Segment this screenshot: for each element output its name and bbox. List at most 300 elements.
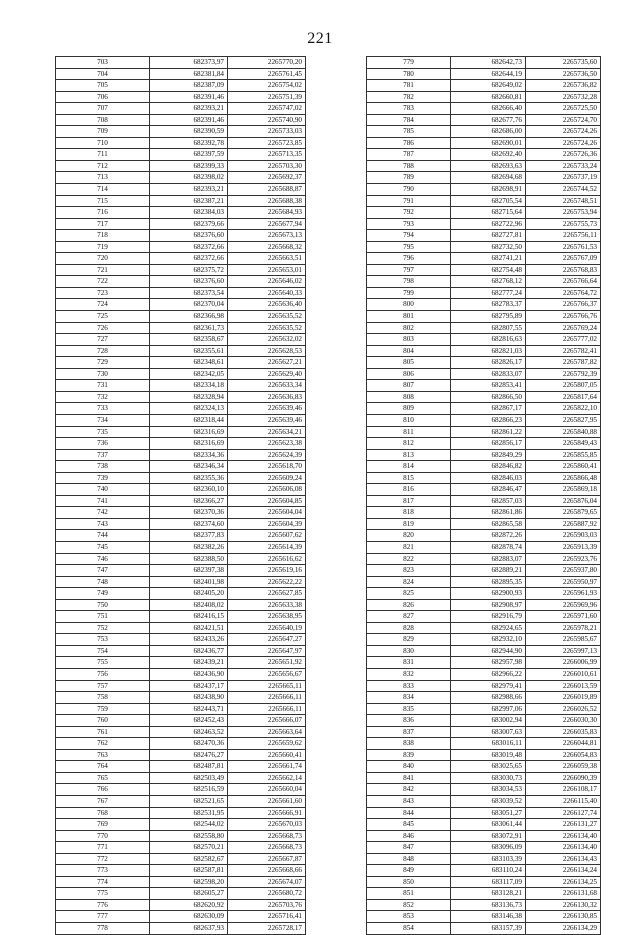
x-coordinate-cell: 682630,09 xyxy=(150,911,228,923)
point-number-cell: 722 xyxy=(56,276,150,288)
y-coordinate-cell: 2265997,13 xyxy=(526,645,601,657)
table-row xyxy=(367,553,601,565)
table-row xyxy=(367,761,601,773)
point-number-cell: 783 xyxy=(367,103,451,115)
y-coordinate-cell: 2265744,52 xyxy=(526,184,601,196)
x-coordinate-cell: 682372,66 xyxy=(150,253,228,265)
point-number-cell: 709 xyxy=(56,126,150,138)
x-coordinate-cell: 682605,27 xyxy=(150,888,228,900)
y-coordinate-cell: 2266130,85 xyxy=(526,911,601,923)
y-coordinate-cell: 2266059,38 xyxy=(526,761,601,773)
table-row xyxy=(367,449,601,461)
table-row xyxy=(367,622,601,634)
table-row xyxy=(56,911,306,923)
point-number-cell: 821 xyxy=(367,541,451,553)
point-number-cell: 707 xyxy=(56,103,150,115)
x-coordinate-cell: 682833,07 xyxy=(451,368,526,380)
point-number-cell: 849 xyxy=(367,865,451,877)
table-row xyxy=(367,414,601,426)
point-number-cell: 717 xyxy=(56,218,150,230)
y-coordinate-cell: 2265666,91 xyxy=(228,807,306,819)
table-row xyxy=(367,126,601,138)
y-coordinate-cell: 2265869,18 xyxy=(526,484,601,496)
point-number-cell: 711 xyxy=(56,149,150,161)
point-number-cell: 788 xyxy=(367,160,451,172)
x-coordinate-cell: 682846,82 xyxy=(451,461,526,473)
table-row xyxy=(367,899,601,911)
x-coordinate-cell: 682463,52 xyxy=(150,726,228,738)
y-coordinate-cell: 2265639,46 xyxy=(228,414,306,426)
table-row xyxy=(367,819,601,831)
y-coordinate-cell: 2266090,39 xyxy=(526,772,601,784)
x-coordinate-cell: 682686,00 xyxy=(451,126,526,138)
x-coordinate-cell: 682895,35 xyxy=(451,576,526,588)
y-coordinate-cell: 2265787,82 xyxy=(526,357,601,369)
table-row xyxy=(367,253,601,265)
y-coordinate-cell: 2265636,83 xyxy=(228,391,306,403)
point-number-cell: 747 xyxy=(56,565,150,577)
y-coordinate-cell: 2265622,22 xyxy=(228,576,306,588)
point-number-cell: 794 xyxy=(367,230,451,242)
point-number-cell: 831 xyxy=(367,657,451,669)
table-row xyxy=(56,853,306,865)
point-number-cell: 811 xyxy=(367,426,451,438)
y-coordinate-cell: 2265733,03 xyxy=(228,126,306,138)
table-row xyxy=(367,241,601,253)
x-coordinate-cell: 682883,07 xyxy=(451,553,526,565)
point-number-cell: 787 xyxy=(367,149,451,161)
x-coordinate-cell: 683110,24 xyxy=(451,865,526,877)
point-number-cell: 854 xyxy=(367,923,451,935)
x-coordinate-cell: 682846,47 xyxy=(451,484,526,496)
table-row xyxy=(56,541,306,553)
y-coordinate-cell: 2265761,53 xyxy=(526,241,601,253)
y-coordinate-cell: 2265849,43 xyxy=(526,438,601,450)
x-coordinate-cell: 682421,51 xyxy=(150,622,228,634)
table-row xyxy=(367,345,601,357)
x-coordinate-cell: 682324,13 xyxy=(150,403,228,415)
point-number-cell: 830 xyxy=(367,645,451,657)
x-coordinate-cell: 682382,26 xyxy=(150,541,228,553)
x-coordinate-cell: 682399,33 xyxy=(150,160,228,172)
x-coordinate-cell: 682849,29 xyxy=(451,449,526,461)
y-coordinate-cell: 2265627,85 xyxy=(228,588,306,600)
y-coordinate-cell: 2265740,90 xyxy=(228,114,306,126)
x-coordinate-cell: 682692,40 xyxy=(451,149,526,161)
table-row xyxy=(367,160,601,172)
table-row xyxy=(367,495,601,507)
y-coordinate-cell: 2265618,70 xyxy=(228,461,306,473)
x-coordinate-cell: 682376,60 xyxy=(150,276,228,288)
x-coordinate-cell: 682379,66 xyxy=(150,218,228,230)
table-row xyxy=(367,565,601,577)
y-coordinate-cell: 2265855,85 xyxy=(526,449,601,461)
table-row xyxy=(56,276,306,288)
y-coordinate-cell: 2266030,30 xyxy=(526,715,601,727)
table-row xyxy=(56,518,306,530)
x-coordinate-cell: 682437,17 xyxy=(150,680,228,692)
table-row xyxy=(56,241,306,253)
table-row xyxy=(367,668,601,680)
x-coordinate-cell: 682387,09 xyxy=(150,80,228,92)
table-row xyxy=(367,137,601,149)
table-row xyxy=(367,830,601,842)
point-number-cell: 792 xyxy=(367,207,451,219)
y-coordinate-cell: 2265646,02 xyxy=(228,276,306,288)
point-number-cell: 851 xyxy=(367,888,451,900)
table-row xyxy=(56,322,306,334)
y-coordinate-cell: 2265639,46 xyxy=(228,403,306,415)
table-row xyxy=(367,322,601,334)
point-number-cell: 715 xyxy=(56,195,150,207)
point-number-cell: 810 xyxy=(367,414,451,426)
point-number-cell: 725 xyxy=(56,311,150,323)
x-coordinate-cell: 682732,50 xyxy=(451,241,526,253)
x-coordinate-cell: 683061,44 xyxy=(451,819,526,831)
table-row xyxy=(367,276,601,288)
x-coordinate-cell: 682795,89 xyxy=(451,311,526,323)
y-coordinate-cell: 2265978,21 xyxy=(526,622,601,634)
y-coordinate-cell: 2265663,64 xyxy=(228,726,306,738)
y-coordinate-cell: 2265761,45 xyxy=(228,68,306,80)
x-coordinate-cell: 682405,20 xyxy=(150,588,228,600)
y-coordinate-cell: 2265640,33 xyxy=(228,287,306,299)
table-row xyxy=(367,784,601,796)
point-number-cell: 843 xyxy=(367,796,451,808)
x-coordinate-cell: 682377,83 xyxy=(150,530,228,542)
table-row xyxy=(367,357,601,369)
y-coordinate-cell: 2265651,92 xyxy=(228,657,306,669)
y-coordinate-cell: 2265660,04 xyxy=(228,784,306,796)
y-coordinate-cell: 2265638,95 xyxy=(228,611,306,623)
x-coordinate-cell: 682620,92 xyxy=(150,899,228,911)
x-coordinate-cell: 682375,72 xyxy=(150,264,228,276)
table-row xyxy=(56,68,306,80)
x-coordinate-cell: 682316,69 xyxy=(150,438,228,450)
y-coordinate-cell: 2265748,51 xyxy=(526,195,601,207)
point-number-cell: 743 xyxy=(56,518,150,530)
table-row xyxy=(56,57,306,69)
table-row xyxy=(367,796,601,808)
point-number-cell: 775 xyxy=(56,888,150,900)
table-row xyxy=(367,368,601,380)
point-number-cell: 799 xyxy=(367,287,451,299)
x-coordinate-cell: 682397,38 xyxy=(150,565,228,577)
y-coordinate-cell: 2265770,20 xyxy=(228,57,306,69)
y-coordinate-cell: 2266131,27 xyxy=(526,819,601,831)
y-coordinate-cell: 2265713,35 xyxy=(228,149,306,161)
point-number-cell: 812 xyxy=(367,438,451,450)
point-number-cell: 769 xyxy=(56,819,150,831)
page-number: 221 xyxy=(307,30,333,47)
table-row xyxy=(367,749,601,761)
y-coordinate-cell: 2265640,19 xyxy=(228,622,306,634)
y-coordinate-cell: 2265666,11 xyxy=(228,703,306,715)
point-number-cell: 744 xyxy=(56,530,150,542)
x-coordinate-cell: 682698,91 xyxy=(451,184,526,196)
x-coordinate-cell: 682316,69 xyxy=(150,426,228,438)
x-coordinate-cell: 682366,98 xyxy=(150,311,228,323)
y-coordinate-cell: 2265766,64 xyxy=(526,276,601,288)
x-coordinate-cell: 683019,48 xyxy=(451,749,526,761)
x-coordinate-cell: 683096,09 xyxy=(451,842,526,854)
table-row xyxy=(367,103,601,115)
table-row xyxy=(367,807,601,819)
x-coordinate-cell: 683016,11 xyxy=(451,738,526,750)
y-coordinate-cell: 2265660,41 xyxy=(228,749,306,761)
point-number-cell: 734 xyxy=(56,414,150,426)
table-row xyxy=(56,287,306,299)
point-number-cell: 763 xyxy=(56,749,150,761)
point-number-cell: 778 xyxy=(56,923,150,935)
point-number-cell: 819 xyxy=(367,518,451,530)
table-row xyxy=(367,195,601,207)
y-coordinate-cell: 2265969,96 xyxy=(526,599,601,611)
point-number-cell: 730 xyxy=(56,368,150,380)
table-row xyxy=(367,518,601,530)
table-row xyxy=(56,438,306,450)
x-coordinate-cell: 682727,81 xyxy=(451,230,526,242)
table-row xyxy=(56,507,306,519)
x-coordinate-cell: 682853,41 xyxy=(451,380,526,392)
table-row xyxy=(367,287,601,299)
table-row xyxy=(56,772,306,784)
y-coordinate-cell: 2266010,61 xyxy=(526,668,601,680)
point-number-cell: 823 xyxy=(367,565,451,577)
y-coordinate-cell: 2265606,08 xyxy=(228,484,306,496)
point-number-cell: 833 xyxy=(367,680,451,692)
point-number-cell: 706 xyxy=(56,91,150,103)
y-coordinate-cell: 2265659,62 xyxy=(228,738,306,750)
y-coordinate-cell: 2265754,02 xyxy=(228,80,306,92)
y-coordinate-cell: 2265661,74 xyxy=(228,761,306,773)
y-coordinate-cell: 2265703,76 xyxy=(228,899,306,911)
x-coordinate-cell: 682690,01 xyxy=(451,137,526,149)
table-row xyxy=(56,923,306,935)
x-coordinate-cell: 682358,67 xyxy=(150,334,228,346)
y-coordinate-cell: 2265663,51 xyxy=(228,253,306,265)
table-row xyxy=(367,426,601,438)
x-coordinate-cell: 682866,50 xyxy=(451,391,526,403)
y-coordinate-cell: 2265673,13 xyxy=(228,230,306,242)
point-number-cell: 750 xyxy=(56,599,150,611)
x-coordinate-cell: 682693,63 xyxy=(451,160,526,172)
table-row xyxy=(367,703,601,715)
y-coordinate-cell: 2265840,88 xyxy=(526,426,601,438)
y-coordinate-cell: 2266134,40 xyxy=(526,830,601,842)
table-row xyxy=(367,888,601,900)
table-row xyxy=(56,299,306,311)
y-coordinate-cell: 2265624,39 xyxy=(228,449,306,461)
y-coordinate-cell: 2265736,50 xyxy=(526,68,601,80)
point-number-cell: 818 xyxy=(367,507,451,519)
x-coordinate-cell: 682334,18 xyxy=(150,380,228,392)
table-row xyxy=(56,611,306,623)
x-coordinate-cell: 683002,94 xyxy=(451,715,526,727)
x-coordinate-cell: 682401,98 xyxy=(150,576,228,588)
point-number-cell: 710 xyxy=(56,137,150,149)
table-row xyxy=(367,611,601,623)
point-number-cell: 825 xyxy=(367,588,451,600)
table-row xyxy=(56,103,306,115)
point-number-cell: 773 xyxy=(56,865,150,877)
y-coordinate-cell: 2265688,38 xyxy=(228,195,306,207)
y-coordinate-cell: 2265756,11 xyxy=(526,230,601,242)
x-coordinate-cell: 682390,59 xyxy=(150,126,228,138)
x-coordinate-cell: 682391,46 xyxy=(150,91,228,103)
x-coordinate-cell: 682408,02 xyxy=(150,599,228,611)
y-coordinate-cell: 2265766,37 xyxy=(526,299,601,311)
x-coordinate-cell: 682777,24 xyxy=(451,287,526,299)
x-coordinate-cell: 682944,90 xyxy=(451,645,526,657)
x-coordinate-cell: 682381,84 xyxy=(150,68,228,80)
table-row xyxy=(56,680,306,692)
table-row xyxy=(56,461,306,473)
x-coordinate-cell: 683025,65 xyxy=(451,761,526,773)
point-number-cell: 721 xyxy=(56,264,150,276)
y-coordinate-cell: 2265607,62 xyxy=(228,530,306,542)
y-coordinate-cell: 2265879,65 xyxy=(526,507,601,519)
point-number-cell: 801 xyxy=(367,311,451,323)
point-number-cell: 735 xyxy=(56,426,150,438)
x-coordinate-cell: 683030,73 xyxy=(451,772,526,784)
table-row xyxy=(367,692,601,704)
x-coordinate-cell: 682387,21 xyxy=(150,195,228,207)
x-coordinate-cell: 682979,41 xyxy=(451,680,526,692)
point-number-cell: 729 xyxy=(56,357,150,369)
y-coordinate-cell: 2265887,92 xyxy=(526,518,601,530)
point-number-cell: 766 xyxy=(56,784,150,796)
y-coordinate-cell: 2265827,95 xyxy=(526,414,601,426)
x-coordinate-cell: 682908,97 xyxy=(451,599,526,611)
x-coordinate-cell: 682470,36 xyxy=(150,738,228,750)
y-coordinate-cell: 2265635,52 xyxy=(228,322,306,334)
x-coordinate-cell: 682544,02 xyxy=(150,819,228,831)
y-coordinate-cell: 2265726,36 xyxy=(526,149,601,161)
table-row xyxy=(56,311,306,323)
x-coordinate-cell: 682997,06 xyxy=(451,703,526,715)
point-number-cell: 745 xyxy=(56,541,150,553)
table-row xyxy=(367,311,601,323)
y-coordinate-cell: 2265677,94 xyxy=(228,218,306,230)
y-coordinate-cell: 2265667,87 xyxy=(228,853,306,865)
y-coordinate-cell: 2265923,76 xyxy=(526,553,601,565)
x-coordinate-cell: 682866,23 xyxy=(451,414,526,426)
table-row xyxy=(367,461,601,473)
x-coordinate-cell: 683136,73 xyxy=(451,899,526,911)
x-coordinate-cell: 682660,81 xyxy=(451,91,526,103)
table-row xyxy=(56,345,306,357)
x-coordinate-cell: 682754,48 xyxy=(451,264,526,276)
table-row xyxy=(367,299,601,311)
table-row xyxy=(367,530,601,542)
x-coordinate-cell: 682393,21 xyxy=(150,184,228,196)
point-number-cell: 786 xyxy=(367,137,451,149)
table-row xyxy=(367,645,601,657)
y-coordinate-cell: 2265782,41 xyxy=(526,345,601,357)
point-number-cell: 708 xyxy=(56,114,150,126)
point-number-cell: 748 xyxy=(56,576,150,588)
x-coordinate-cell: 682666,40 xyxy=(451,103,526,115)
table-row xyxy=(56,495,306,507)
y-coordinate-cell: 2265609,24 xyxy=(228,472,306,484)
table-row xyxy=(56,622,306,634)
table-row xyxy=(56,403,306,415)
x-coordinate-cell: 682857,03 xyxy=(451,495,526,507)
y-coordinate-cell: 2266044,81 xyxy=(526,738,601,750)
point-number-cell: 850 xyxy=(367,876,451,888)
x-coordinate-cell: 682370,04 xyxy=(150,299,228,311)
point-number-cell: 827 xyxy=(367,611,451,623)
table-row xyxy=(56,184,306,196)
point-number-cell: 752 xyxy=(56,622,150,634)
x-coordinate-cell: 683007,63 xyxy=(451,726,526,738)
table-row xyxy=(56,784,306,796)
point-number-cell: 839 xyxy=(367,749,451,761)
table-row xyxy=(56,195,306,207)
x-coordinate-cell: 682452,43 xyxy=(150,715,228,727)
y-coordinate-cell: 2265656,67 xyxy=(228,668,306,680)
x-coordinate-cell: 682384,03 xyxy=(150,207,228,219)
table-row xyxy=(367,772,601,784)
point-number-cell: 808 xyxy=(367,391,451,403)
table-row xyxy=(367,334,601,346)
x-coordinate-cell: 682856,17 xyxy=(451,438,526,450)
table-row xyxy=(56,80,306,92)
table-row xyxy=(367,588,601,600)
x-coordinate-cell: 682372,66 xyxy=(150,241,228,253)
x-coordinate-cell: 682346,34 xyxy=(150,461,228,473)
y-coordinate-cell: 2266035,83 xyxy=(526,726,601,738)
y-coordinate-cell: 2265634,21 xyxy=(228,426,306,438)
point-number-cell: 741 xyxy=(56,495,150,507)
table-row xyxy=(56,137,306,149)
y-coordinate-cell: 2265692,37 xyxy=(228,172,306,184)
table-row xyxy=(56,565,306,577)
table-row xyxy=(367,842,601,854)
x-coordinate-cell: 682398,02 xyxy=(150,172,228,184)
y-coordinate-cell: 2265733,24 xyxy=(526,160,601,172)
y-coordinate-cell: 2265735,60 xyxy=(526,57,601,69)
y-coordinate-cell: 2266013,59 xyxy=(526,680,601,692)
point-number-cell: 713 xyxy=(56,172,150,184)
y-coordinate-cell: 2265688,87 xyxy=(228,184,306,196)
table-row xyxy=(367,738,601,750)
table-row xyxy=(56,715,306,727)
y-coordinate-cell: 2265661,60 xyxy=(228,796,306,808)
table-row xyxy=(367,726,601,738)
x-coordinate-cell: 682900,93 xyxy=(451,588,526,600)
point-number-cell: 726 xyxy=(56,322,150,334)
table-row xyxy=(367,865,601,877)
point-number-cell: 785 xyxy=(367,126,451,138)
point-number-cell: 820 xyxy=(367,530,451,542)
table-row xyxy=(56,218,306,230)
point-number-cell: 727 xyxy=(56,334,150,346)
point-number-cell: 737 xyxy=(56,449,150,461)
point-number-cell: 742 xyxy=(56,507,150,519)
point-number-cell: 718 xyxy=(56,230,150,242)
point-number-cell: 806 xyxy=(367,368,451,380)
y-coordinate-cell: 2265680,72 xyxy=(228,888,306,900)
y-coordinate-cell: 2265950,97 xyxy=(526,576,601,588)
point-number-cell: 853 xyxy=(367,911,451,923)
x-coordinate-cell: 682503,49 xyxy=(150,772,228,784)
x-coordinate-cell: 682328,94 xyxy=(150,391,228,403)
x-coordinate-cell: 682476,27 xyxy=(150,749,228,761)
y-coordinate-cell: 2265822,10 xyxy=(526,403,601,415)
point-number-cell: 733 xyxy=(56,403,150,415)
